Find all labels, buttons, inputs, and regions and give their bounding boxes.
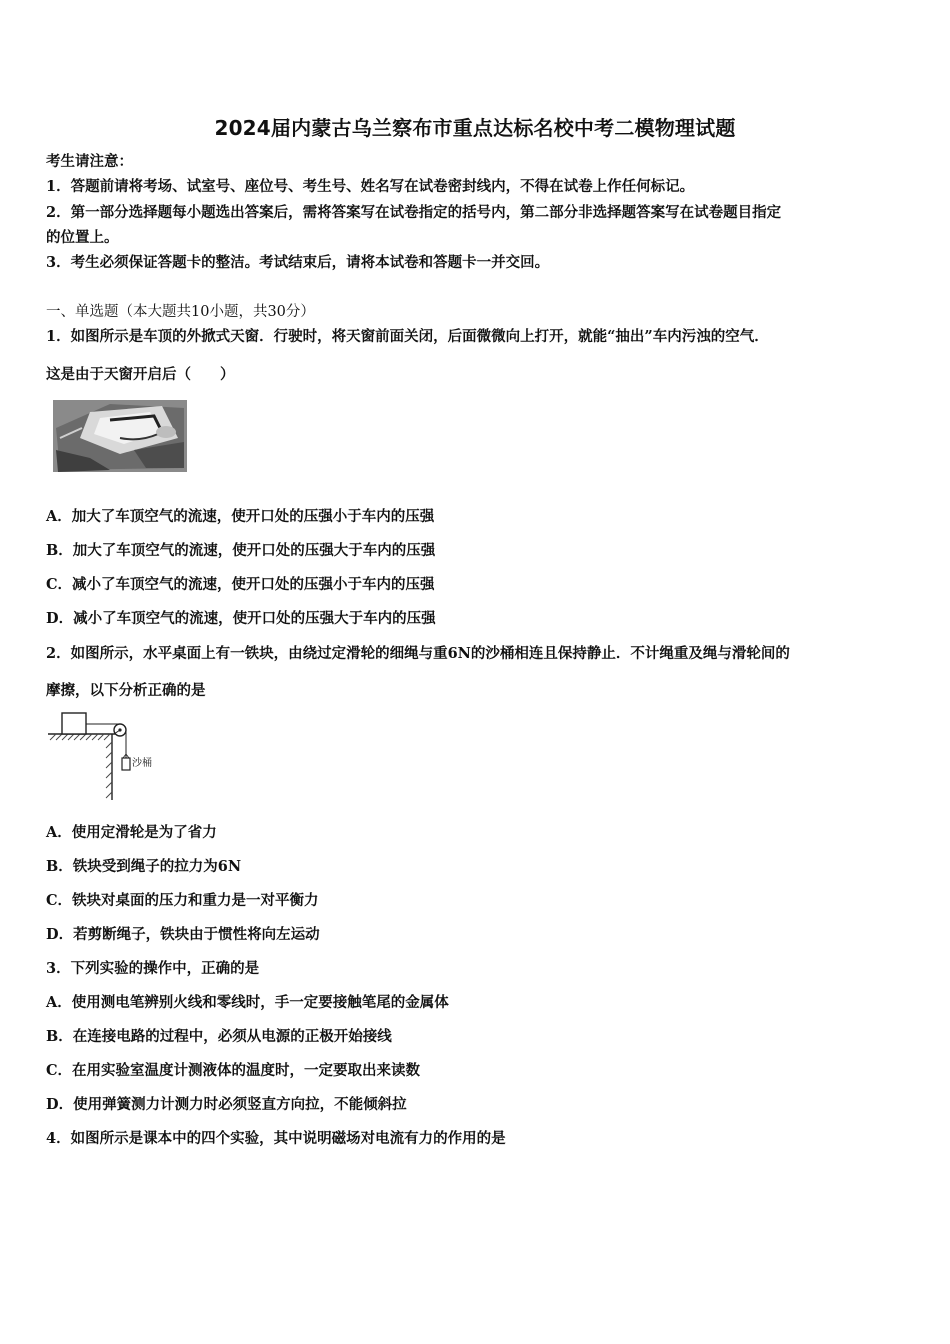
question-3-stem: 3．下列实验的操作中，正确的是 xyxy=(46,960,260,977)
sand-bucket-label: 沙桶 xyxy=(132,758,152,769)
notice-item-2: 2．第一部分选择题每小题选出答案后，需将答案写在试卷指定的括号内，第二部分非选择题答案写在试卷题目指定 xyxy=(46,204,782,221)
question-3-option-b: B．在连接电路的过程中，必须从电源的正极开始接线 xyxy=(46,1028,392,1045)
section-heading: 一、单选题（本大题共10小题，共30分） xyxy=(46,304,315,320)
notice-item-1: 1．答题前请将考场、试室号、座位号、考生号、姓名写在试卷密封线内，不得在试卷上作任何标记。 xyxy=(46,178,695,195)
question-4-stem: 4．如图所示是课本中的四个实验，其中说明磁场对电流有力的作用的是 xyxy=(46,1130,506,1147)
sunroof-photo xyxy=(50,398,190,476)
question-1-option-c: C．减小了车顶空气的流速，使开口处的压强小于车内的压强 xyxy=(46,576,435,593)
notice-heading: 考生请注意： xyxy=(46,153,133,170)
question-1-stem: 1．如图所示是车顶的外掀式天窗．行驶时，将天窗前面关闭，后面微微向上打开，就能“抽出”车内污浊的空气． xyxy=(46,328,769,345)
page-title: 2024届内蒙古乌兰察布市重点达标名校中考二模物理试题 xyxy=(214,116,736,140)
question-3-option-a: A．使用测电笔辨别火线和零线时，手一定要接触笔尾的金属体 xyxy=(46,994,449,1011)
notice-item-3: 3．考生必须保证答题卡的整洁。考试结束后，请将本试卷和答题卡一并交回。 xyxy=(46,254,550,271)
question-3-option-d: D．使用弹簧测力计测力时必须竖直方向拉，不能倾斜拉 xyxy=(46,1096,407,1113)
question-1-option-a: A．加大了车顶空气的流速，使开口处的压强小于车内的压强 xyxy=(46,508,435,525)
notice-item-2-cont: 的位置上。 xyxy=(46,229,119,246)
question-2-option-a: A．使用定滑轮是为了省力 xyxy=(46,824,217,841)
question-1-stem-cont: 这是由于天窗开启后（ ） xyxy=(46,366,235,383)
question-1-option-b: B．加大了车顶空气的流速，使开口处的压强大于车内的压强 xyxy=(46,542,436,559)
question-2-stem: 2．如图所示，水平桌面上有一铁块，由绕过定滑轮的细绳与重6N的沙桶相连且保持静止．不计绳重及绳与滑轮间的 xyxy=(46,645,790,662)
pulley-diagram xyxy=(44,708,168,800)
question-2-option-c: C．铁块对桌面的压力和重力是一对平衡力 xyxy=(46,892,319,909)
question-2-option-d: D．若剪断绳子，铁块由于惯性将向左运动 xyxy=(46,926,320,943)
question-2-stem-cont: 摩擦，以下分析正确的是 xyxy=(46,682,206,699)
question-1-option-d: D．减小了车顶空气的流速，使开口处的压强大于车内的压强 xyxy=(46,610,436,627)
question-3-option-c: C．在用实验室温度计测液体的温度时，一定要取出来读数 xyxy=(46,1062,421,1079)
question-2-option-b: B．铁块受到绳子的拉力为6N xyxy=(46,858,242,875)
